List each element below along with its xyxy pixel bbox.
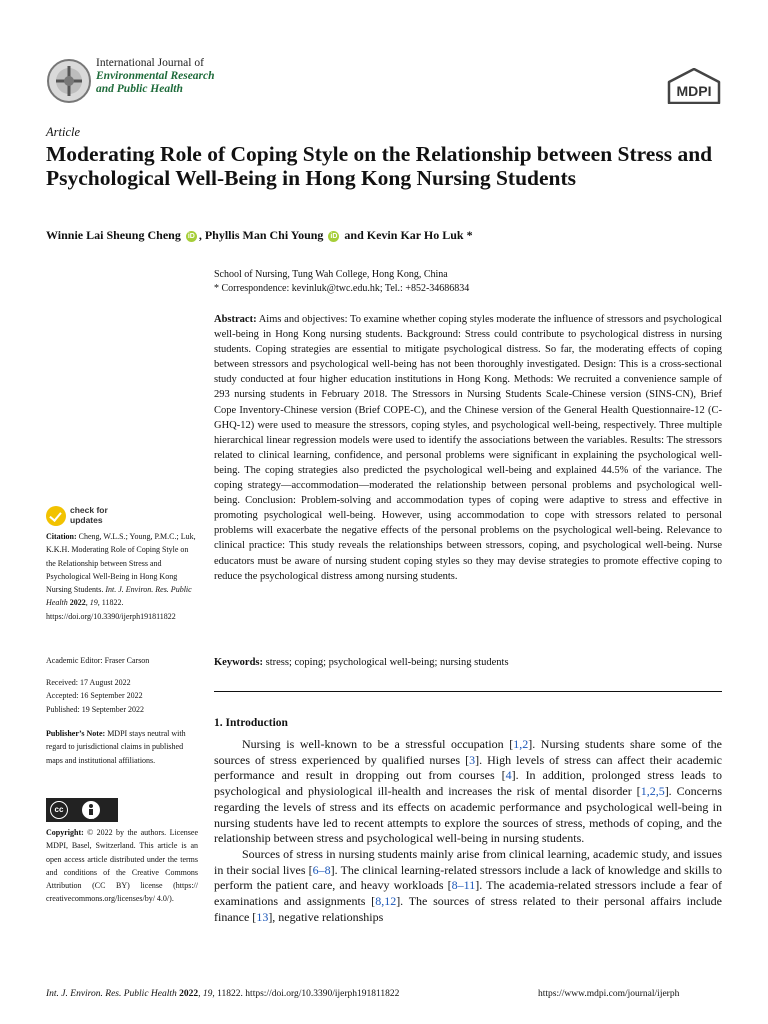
- citation-volume: , 19: [85, 598, 98, 608]
- publisher-note: [46, 727, 198, 767]
- journal-name-line3: and Public Health: [96, 83, 183, 95]
- author-list: [46, 228, 473, 243]
- citation-doi[interactable]: , 11822. https://doi.org/10.3390/ijerph191811822: [46, 598, 176, 621]
- citation-link[interactable]: 6–8: [312, 862, 331, 877]
- orcid-icon[interactable]: iD: [330, 233, 338, 240]
- check-updates-line1: check for: [70, 505, 108, 515]
- publisher-note-label: Publisher’s Note:: [46, 729, 106, 738]
- journal-name-line2: Environmental Research: [96, 70, 215, 82]
- checkmark-icon: [46, 506, 66, 526]
- affiliations: [214, 268, 469, 296]
- text: Sources of stress in nursing students mainly arise from clinical learning, academic study, and issues in their social lives [: [214, 846, 722, 877]
- author-1[interactable]: Winnie Lai Sheung Cheng: [46, 228, 181, 242]
- cc-icon: cc: [50, 801, 68, 819]
- citation-label: Citation:: [46, 532, 77, 541]
- citation-link[interactable]: 8–11: [451, 878, 476, 893]
- citation-link[interactable]: 1,2,5: [640, 784, 665, 799]
- journal-name-line1: International Journal of: [96, 57, 204, 69]
- article-title: Moderating Role of Coping Style on the Relationship between Stress and Psychological Well-Being in Hong Kong Nursing Students: [46, 142, 713, 190]
- cc-by-license-icon[interactable]: [46, 798, 118, 822]
- publisher-note-text: MDPI stays neutral with regard to jurisdictional claims in published maps and institutional affiliations.: [46, 729, 186, 765]
- text: ]. Nursing students share some of the sources of stress experienced by qualified nurses [: [214, 737, 722, 767]
- keywords-label: Keywords:: [214, 657, 263, 668]
- check-updates-line2: updates: [70, 515, 103, 525]
- text: ]. High levels of stress can affect their academic performance and result in dropping out from courses [: [214, 752, 722, 783]
- footer-doi[interactable]: , 11822. https://doi.org/10.3390/ijerph191811822: [212, 989, 400, 999]
- citation-journal: Int. J. Environ. Res. Public Health: [46, 585, 192, 608]
- citation-link[interactable]: 1,2: [513, 737, 529, 751]
- text: ]. In addition, prolonged stress leads to psychological and physiological ill-health and increases the risk of mental disorder [: [214, 768, 723, 799]
- cc-by-label: BY: [88, 815, 96, 821]
- citation-year: 2022: [67, 598, 86, 608]
- mdpi-logo-text: MDPI: [676, 83, 712, 99]
- author-3[interactable]: and Kevin Kar Ho Luk *: [341, 228, 473, 242]
- section-heading-introduction: 1. Introduction: [214, 717, 288, 729]
- citation-link[interactable]: 8,12: [375, 894, 397, 909]
- citation-text: Cheng, W.L.S.; Young, P.M.C.; Luk, K.K.H. Moderating Role of Coping Style on the Relationship between Stress and Psychological Well-Being in Hong Kong Nursing Students.: [46, 532, 196, 595]
- copyright: [46, 826, 198, 906]
- mdpi-logo-icon: [666, 68, 722, 104]
- text: ]. The sources of stress related to their personal affairs include finance [: [214, 894, 722, 924]
- text: ], negative relationships: [268, 909, 384, 924]
- published-date: Published: 19 September 2022: [46, 704, 144, 714]
- keywords-text: stress; coping; psychological well-being; nursing students: [263, 657, 509, 668]
- copyright-text: © 2022 by the authors. Licensee MDPI, Basel, Switzerland. This article is an open access article distributed under the terms and conditions of the Creative Commons Attribution (CC BY) license (https:// creativecommons.org/licenses/by/ 4.0/).: [46, 828, 198, 904]
- citation-link[interactable]: 3: [469, 752, 476, 767]
- accepted-date: Accepted: 16 September 2022: [46, 691, 143, 701]
- text: ]. Concerns regarding the levels of stress and its effects on academic performance and psychological well-being in nursing students have led to recent attempts to explore the sources of stress, methods of coping, and the relationship between stress and psychological well-being in nursing students.: [214, 784, 722, 846]
- keywords: [214, 657, 509, 668]
- introduction-body: [214, 737, 722, 925]
- citation: [46, 530, 198, 623]
- citation-link[interactable]: 4: [505, 768, 512, 783]
- author-2[interactable]: , Phyllis Man Chi Young: [198, 228, 324, 242]
- text: Nursing is well-known to be a stressful occupation [: [242, 737, 514, 751]
- copyright-label: Copyright:: [46, 828, 84, 837]
- paragraph-1: [214, 737, 722, 847]
- dates: [46, 676, 198, 716]
- journal-name: [96, 57, 215, 96]
- orcid-icon[interactable]: iD: [187, 233, 195, 240]
- journal-logo-icon: [46, 58, 92, 104]
- paragraph-2: [214, 847, 722, 926]
- abstract: [214, 312, 722, 584]
- footer-year: 2022: [176, 989, 199, 999]
- correspondence: * Correspondence: kevinluk@twc.edu.hk; Tel.: +852-34686834: [214, 283, 470, 294]
- footer-volume: , 19: [198, 989, 213, 999]
- received-date: Received: 17 August 2022: [46, 678, 131, 687]
- affiliation: School of Nursing, Tung Wah College, Hong Kong, China: [214, 269, 448, 280]
- citation-link[interactable]: 13: [256, 909, 269, 924]
- divider: [214, 691, 722, 692]
- abstract-text: Aims and objectives: To examine whether coping styles moderate the influence of stressors and psychological well-being in Hong Kong nursing students. Background: Stress could contribute to psychological distress in nursing students. Coping strategies are essential to mitigate psychological distress. So far, the moderating effects of coping between stressors and psychological well-being has not been thoroughly investigated. Design: This is a cross-sectional study conducted at four higher education institutions in Hong Kong. Methods: We recruited a convenience sample of 293 nursing students in February 2018. The Stressors in Nursing Students Scale-Chinese version (SINS-CN), Brief Cope Inventory-Chinese version (Brief COPE-C), and the Chinese version of the General Health Questionnaire-12 (C-GHQ-12) were used to measure the stressors, coping styles, and psychological well-being, respectively. Three multiple hierarchical linear regression models were used to identify the associations between the variables. Results: The stressors related to clinical learning, confidence, and personal problems were significant in explaining the psychological well-being. The coping strategies also predicted the psychological well-being and explained 44.5% of the variance. The coping strategy—accommodation—moderated the relationship between personal problems and psychological well-being. Conclusion: Problem-solving and accommodation types of coping were adaptive to stress and effective in promoting psychological well-being. However, using accommodation to cope with stressors related to personal problems will exacerbate the negative effects of the personal problems on the psychological well-being. Relevance to clinical practice: This study reveals the relationships between stressors, coping, and psychological well-being. Nurse educators must be aware of nursing student coping styles so they may devise strategies to promote effective coping to reduce the psychological distress among nursing students.: [214, 314, 722, 582]
- footer-journal: Int. J. Environ. Res. Public Health: [46, 989, 177, 999]
- article-type: Article: [46, 125, 81, 139]
- abstract-label: Abstract:: [214, 314, 257, 325]
- text: ]. The clinical learning-related stressors include a lack of knowledge and skills to perform the patient care, and heavy workloads [: [214, 862, 722, 893]
- text: ]. The academia-related stressors include a fear of examinations and assignments [: [214, 878, 722, 909]
- footer-citation: [46, 989, 399, 999]
- academic-editor: Academic Editor: Fraser Carson: [46, 656, 150, 665]
- footer-journal-url[interactable]: https://www.mdpi.com/journal/ijerph: [538, 989, 680, 999]
